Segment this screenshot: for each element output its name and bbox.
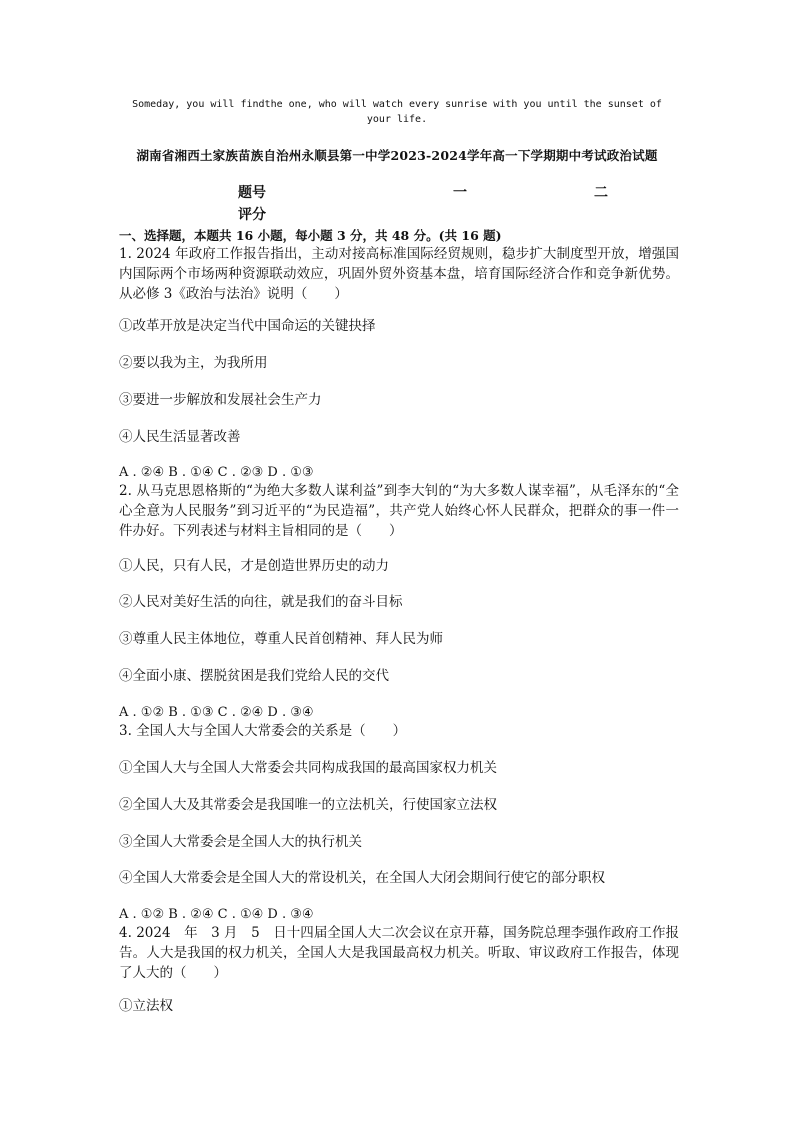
section-heading: 一、选择题，本题共 16 小题，每小题 3 分，共 48 分。(共 16 题) — [119, 228, 502, 243]
question-1-option-1: ①改革开放是决定当代中国命运的关键抉择 — [119, 318, 376, 334]
question-3-option-4: ④全国人大常委会是全国人大的常设机关，在全国人大闭会期间行使它的部分职权 — [119, 870, 605, 886]
question-3-option-3: ③全国人大常委会是全国人大的执行机关 — [119, 834, 362, 850]
question-2-answers: A . ①② B . ①③ C . ②④ D . ③④ — [119, 705, 314, 720]
score-table-row-label-number: 题号 — [238, 185, 266, 201]
question-1-answers: A . ②④ B . ①④ C . ②③ D . ①③ — [119, 465, 314, 480]
page-title: 湖南省湘西土家族苗族自治州永顺县第一中学2023-2024学年高一下学期期中考试政治试题 — [136, 148, 658, 163]
question-3-answers: A . ①② B . ②④ C . ①④ D . ③④ — [119, 907, 314, 922]
question-3-option-2: ②全国人大及其常委会是我国唯一的立法机关，行使国家立法权 — [119, 797, 497, 813]
question-2-option-4: ④全面小康、摆脱贫困是我们党给人民的交代 — [119, 668, 389, 684]
question-1-option-3: ③要进一步解放和发展社会生产力 — [119, 392, 322, 408]
question-1-stem: 1. 2024 年政府工作报告指出，主动对接高标准国际经贸规则，稳步扩大制度型开放，增强国内国际两个市场两种资源联动效应，巩固外贸外资基本盘，培育国际经济合作和竞争新优势。从必修 3《政治与法治》说明（ ） — [119, 246, 679, 302]
question-2-stem: 2. 从马克思恩格斯的“为绝大多数人谋利益”到李大钊的“为大多数人谋幸福”，从毛泽东的“全心全意为人民服务”到习近平的“为民造福”，共产党人始终心怀人民群众，把群众的事一件一件办好。下列表述与材料主旨相同的是（ ） — [119, 483, 679, 539]
score-table-col-1: 一 — [453, 185, 467, 201]
question-3-option-1: ①全国人大与全国人大常委会共同构成我国的最高国家权力机关 — [119, 760, 497, 776]
question-1-option-4: ④人民生活显著改善 — [119, 429, 241, 445]
question-4-stem: 4. 2024 年 3 月 5 日十四届全国人大二次会议在京开幕，国务院总理李强作政府工作报告。人大是我国的权力机关，全国人大是我国最高权力机关。听取、审议政府工作报告，体现了人大的（ ） — [119, 925, 679, 981]
score-table-row-label-score: 评分 — [238, 207, 266, 223]
question-2-option-1: ①人民，只有人民，才是创造世界历史的动力 — [119, 558, 389, 574]
question-2-option-3: ③尊重人民主体地位，尊重人民首创精神、拜人民为师 — [119, 631, 443, 647]
question-2-option-2: ②人民对美好生活的向往，就是我们的奋斗目标 — [119, 594, 403, 610]
score-table-col-2: 二 — [594, 185, 608, 201]
question-4-option-1: ①立法权 — [119, 998, 173, 1014]
page-motto: Someday, you will findthe one, who will watch every sunrise with you until the sunset of your life. — [132, 99, 662, 125]
question-1-option-2: ②要以我为主，为我所用 — [119, 355, 268, 371]
question-3-stem: 3. 全国人大与全国人大常委会的关系是（ ） — [119, 723, 407, 739]
